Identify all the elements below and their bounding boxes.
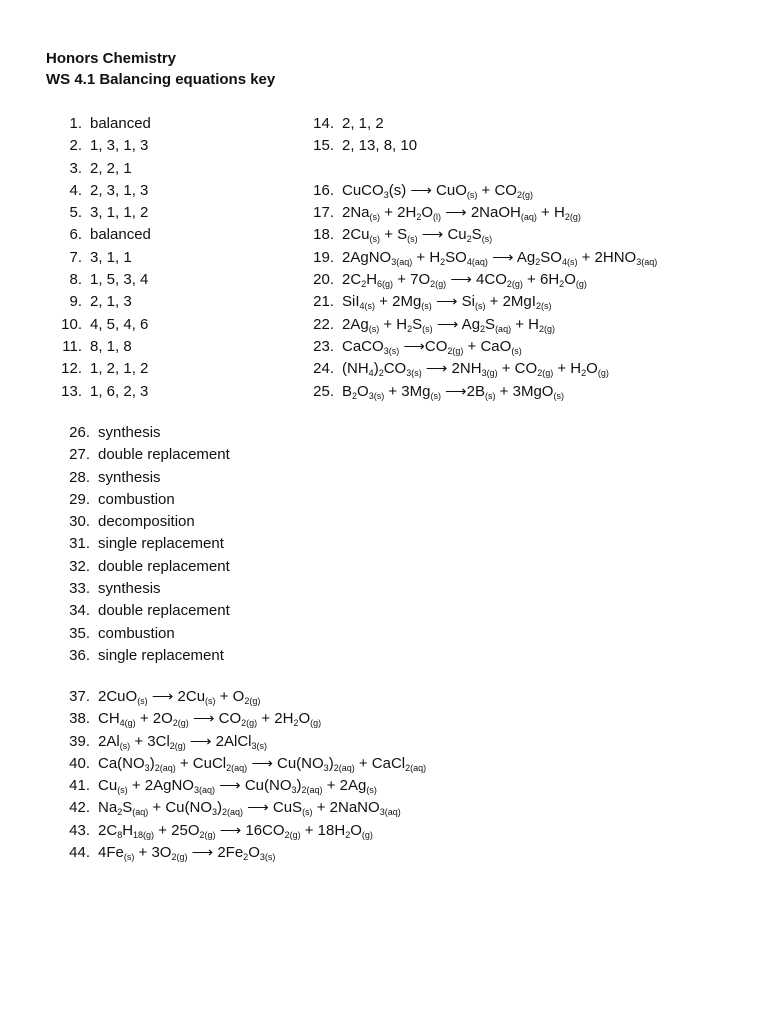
answer-number: 41. <box>69 777 90 795</box>
answer-text: $CH_{4(g)} + 2O_{2(g)}$ ⟶ $CO_{2(g)} + 2H_2O_{(g)}$ <box>98 710 322 729</box>
answer-text: double replacement <box>98 557 230 575</box>
answer-text: 2AgNO$_{3(aq)}$ + $H_2SO_{4(aq)}$ ⟶ $Ag_2SO_{4(s)} + 2HNO_{3(aq)}$ <box>342 248 658 267</box>
answer-item <box>46 775 426 797</box>
answer-number: 9. <box>69 293 82 311</box>
answer-item <box>46 578 230 600</box>
answer-number: 18. <box>313 226 334 244</box>
answer-text: 2, 1, 2 <box>342 115 384 132</box>
answer-text: 1, 2, 1, 2 <box>90 360 149 378</box>
answer-item <box>300 224 657 246</box>
answer-text: $2C_8H_{18(g)} + 25O_{2(g)}$ ⟶ $16CO_{2(g)} + 18H_2O_{(g)}$ <box>98 821 373 840</box>
answer-text: 2, 1, 3 <box>90 293 132 311</box>
answer-number: 42. <box>69 799 90 817</box>
answer-text: CaCO$_{3(s)}$ $⟶CO_{2(g)} + CaO_{(s)}$ <box>342 337 522 356</box>
answer-item <box>300 291 657 313</box>
answer-text: combustion <box>98 624 175 642</box>
answer-text: $SiI_{4(s)} + 2Mg_{(s)}$ ⟶ $Si_{(s)} + 2MgI_{2(s)}$ <box>342 293 552 312</box>
answer-number: 11. <box>62 337 82 355</box>
answer-number: 40. <box>69 754 90 772</box>
answer-item <box>46 708 426 730</box>
answer-number: 35. <box>69 624 90 642</box>
answer-item <box>46 600 230 622</box>
answer-text: $2C_2H_{6(g)} + 7O_{2(g)}$ ⟶ $4CO_{2(g)} + 6H_2O_{(g)}$ <box>342 271 587 290</box>
answer-text: single replacement <box>98 535 224 553</box>
answer-text: $Ca(NO_3)_{2(aq)}$ + CuCl$_{2(aq)}$ ⟶ $Cu(NO_3)_{2(aq)}$ + CaCl$_{2(aq)}$ <box>98 754 427 773</box>
answer-number: 29. <box>69 490 90 508</box>
answer-item <box>46 180 151 202</box>
answer-item <box>46 511 230 533</box>
answer-item <box>46 645 230 667</box>
answer-number: 27. <box>69 446 90 464</box>
answer-number: 1. <box>69 115 82 132</box>
answer-number: 22. <box>313 315 334 333</box>
answer-text: $2Ag_{(s)} + H_2S_{(s)}$ ⟶ $Ag_2S_{(aq)} + H_{2(g)}$ <box>342 315 556 334</box>
answer-number: 10. <box>61 315 82 333</box>
answer-text: single replacement <box>98 646 224 664</box>
answer-item <box>46 820 426 842</box>
answer-item <box>46 135 151 157</box>
answer-text: $4Fe_{(s)} + 3O_{2(g)}$ ⟶ $2Fe_2O_{3(s)}$ <box>98 844 276 863</box>
spacer <box>300 158 657 180</box>
answer-number: 7. <box>69 248 82 266</box>
answer-text: 2, 13, 8, 10 <box>342 137 418 155</box>
answer-text: synthesis <box>98 580 161 598</box>
answer-text: CuCO$_3$(s) ⟶ $CuO_{(s)} + CO_{2(g)}$ <box>342 181 533 200</box>
answer-text: balanced <box>90 115 151 132</box>
answer-text: combustion <box>98 490 175 508</box>
answer-text: 1, 6, 2, 3 <box>90 382 149 400</box>
answer-number: 16. <box>313 181 334 199</box>
answer-number: 2. <box>69 137 82 155</box>
answer-item <box>300 358 657 380</box>
answer-text: 3, 1, 1, 2 <box>90 204 149 222</box>
answer-number: 3. <box>69 159 82 177</box>
answer-item <box>46 467 230 489</box>
answer-text: synthesis <box>98 468 161 486</box>
answer-item <box>46 314 151 336</box>
answer-number: 6. <box>69 226 82 244</box>
answer-text: $Cu_{(s)}$ + 2AgNO$_{3(aq)}$ ⟶ $Cu(NO_3)_{2(aq)} + 2Ag_{(s)}$ <box>98 777 377 796</box>
answer-number: 30. <box>69 513 90 531</box>
answer-item <box>46 686 426 708</box>
answer-number: 23. <box>313 337 334 355</box>
answer-item <box>46 158 151 180</box>
answer-text: 1, 3, 1, 3 <box>90 137 149 155</box>
answer-number: 44. <box>69 844 90 862</box>
answer-number: 14. <box>313 115 334 132</box>
answer-number: 20. <box>313 271 334 289</box>
answer-number: 8. <box>69 271 82 289</box>
answer-item <box>46 623 230 645</box>
answer-item <box>46 753 426 775</box>
answer-text: $B_2O_{3(s)} + 3Mg_{(s)}$ $⟶2B_{(s)} + 3MgO_{(s)}$ <box>342 382 564 401</box>
answer-item <box>46 291 151 313</box>
answer-item <box>46 269 151 291</box>
answer-text: 2CuO$_{(s)}$ ⟶ $2Cu_{(s)} + O_{2(g)}$ <box>98 688 261 706</box>
balanced-equation-answers-list <box>46 686 426 864</box>
answer-item <box>46 444 230 466</box>
answer-number: 17. <box>313 204 334 222</box>
answer-number: 4. <box>69 181 82 199</box>
answer-item <box>300 381 657 403</box>
answer-item <box>46 842 426 864</box>
equation-answers-list <box>300 113 657 403</box>
reaction-type-answers-list <box>46 422 230 667</box>
answer-number: 32. <box>69 557 90 575</box>
answer-text: double replacement <box>98 602 230 620</box>
answer-number: 31. <box>69 535 90 553</box>
answer-number: 39. <box>69 732 90 750</box>
answer-item <box>46 381 151 403</box>
answer-number: 25. <box>313 382 334 400</box>
answer-item <box>46 247 151 269</box>
answer-item <box>46 358 151 380</box>
answer-number: 28. <box>69 468 90 486</box>
answer-number: 19. <box>313 248 334 266</box>
worksheet-header <box>46 48 275 90</box>
answer-number: 26. <box>69 424 90 441</box>
answer-number: 36. <box>69 646 90 664</box>
answer-text: $Na_2S_{(aq)} + Cu(NO_3)_{2(aq)}$ ⟶ CuS$_{(s)}$ + 2NaNO$_{3(aq)}$ <box>98 799 401 818</box>
answer-item <box>300 135 657 157</box>
answer-number: 37. <box>69 688 90 705</box>
answer-text: 4, 5, 4, 6 <box>90 315 149 333</box>
answer-text: double replacement <box>98 446 230 464</box>
answer-item <box>300 247 657 269</box>
answer-text: 8, 1, 8 <box>90 337 132 355</box>
answer-number: 13. <box>61 382 82 400</box>
answer-item <box>46 489 230 511</box>
worksheet-title: WS 4.1 Balancing equations key <box>46 71 276 88</box>
answer-item <box>300 180 657 202</box>
answer-item <box>300 336 657 358</box>
answer-text: $2Cu_{(s)} + S_{(s)}$ ⟶ $Cu_2S_{(s)}$ <box>342 226 493 245</box>
answer-text: 2, 3, 1, 3 <box>90 181 149 199</box>
coefficient-answers-list <box>46 113 151 403</box>
answer-item <box>46 731 426 753</box>
answer-number: 38. <box>69 710 90 728</box>
answer-text: $2Al_{(s)} + 3Cl_{2(g)}$ ⟶ 2AlCl$_{3(s)}$ <box>98 732 267 751</box>
answer-item <box>46 336 151 358</box>
answer-text: balanced <box>90 226 151 244</box>
course-title: Honors Chemistry <box>46 50 177 67</box>
answer-text: $(NH_4)_2CO_{3(s)}$ ⟶ $2NH_{3(g)} + CO_{2(g)} + H_2O_{(g)}$ <box>342 360 609 379</box>
answer-number: 21. <box>313 293 334 311</box>
answer-item <box>46 533 230 555</box>
answer-item <box>300 202 657 224</box>
answer-item <box>46 224 151 246</box>
answer-text: decomposition <box>98 513 195 531</box>
answer-text: 3, 1, 1 <box>90 248 132 266</box>
answer-text: 1, 5, 3, 4 <box>90 271 149 289</box>
answer-text: $2Na_{(s)} + 2H_2O_{(l)}$ ⟶ 2NaOH$_{(aq)}$ + $H_{2(g)}$ <box>342 204 581 223</box>
answer-text: 2, 2, 1 <box>90 159 132 177</box>
answer-text: synthesis <box>98 424 161 441</box>
answer-number: 24. <box>313 360 334 378</box>
answer-item <box>300 269 657 291</box>
answer-number: 34. <box>69 602 90 620</box>
answer-item <box>300 314 657 336</box>
answer-item <box>46 556 230 578</box>
answer-number: 33. <box>69 580 90 598</box>
answer-item <box>46 113 151 135</box>
answer-number: 43. <box>69 821 90 839</box>
answer-number: 15. <box>313 137 334 155</box>
answer-item <box>46 422 230 444</box>
answer-number: 12. <box>61 360 82 378</box>
answer-item <box>46 797 426 819</box>
answer-item <box>46 202 151 224</box>
answer-number: 5. <box>69 204 82 222</box>
answer-item <box>300 113 657 135</box>
